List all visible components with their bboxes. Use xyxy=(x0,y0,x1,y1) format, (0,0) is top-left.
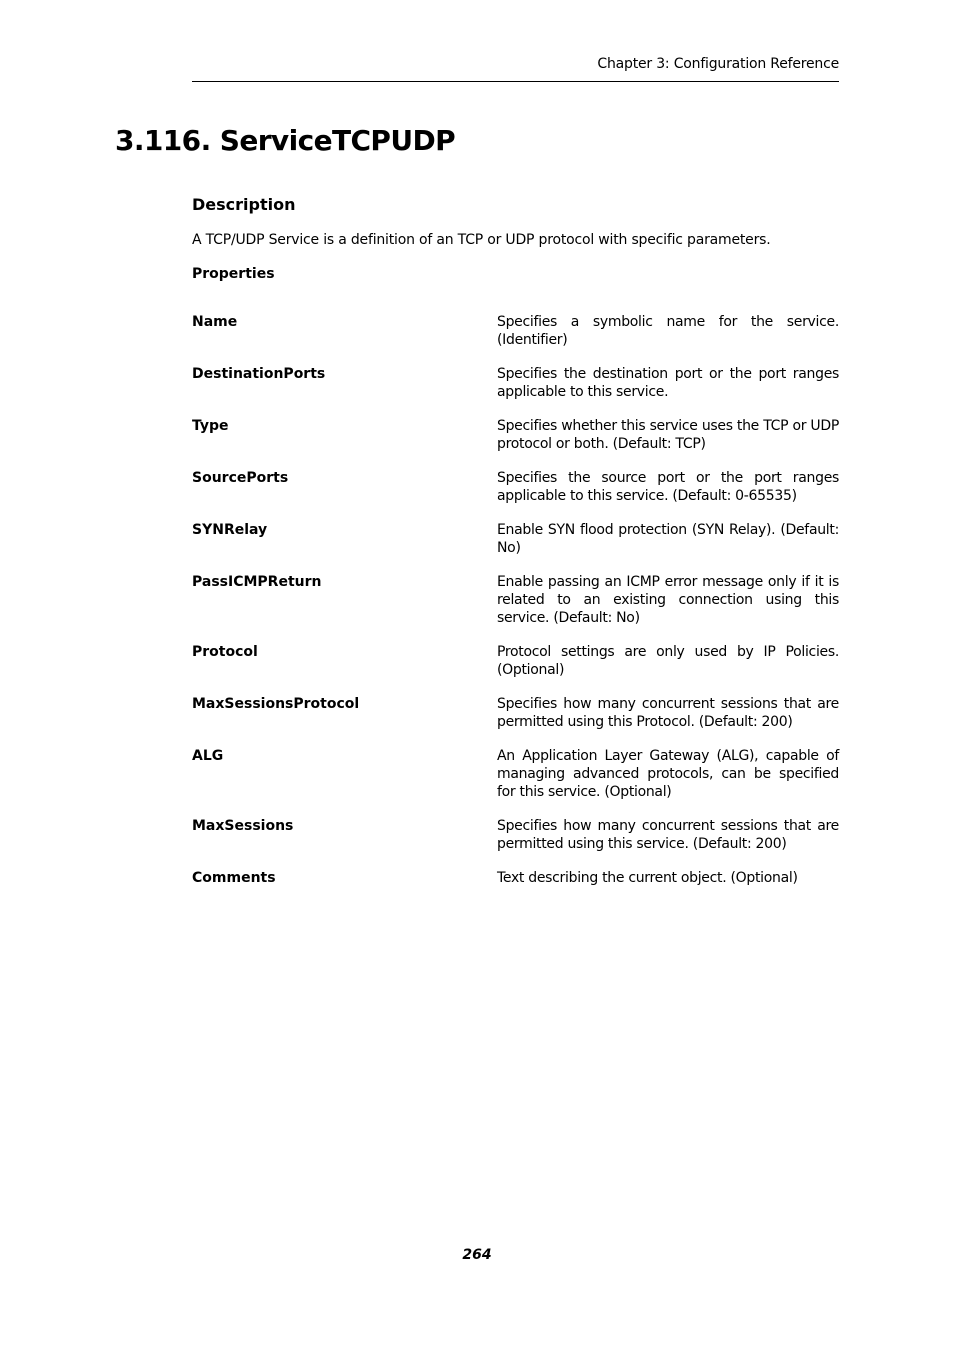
property-row xyxy=(192,469,839,505)
property-name: MaxSessionsProtocol xyxy=(192,696,360,712)
properties-table xyxy=(192,313,839,903)
property-row xyxy=(192,747,839,801)
property-description: Enable SYN flood protection (SYN Relay). (Default: No) xyxy=(497,522,839,556)
property-description: Specifies how many concurrent sessions that are permitted using this Protocol. (Default: 200) xyxy=(497,696,839,730)
page-title: 3.116. ServiceTCPUDP xyxy=(115,124,456,157)
property-name: Type xyxy=(192,418,229,434)
description-heading: Description xyxy=(192,195,296,214)
property-description: Specifies the source port or the port ranges applicable to this service. (Default: 0-65535) xyxy=(497,470,839,504)
property-row xyxy=(192,521,839,557)
property-row xyxy=(192,643,839,679)
property-name: Protocol xyxy=(192,644,258,660)
property-name: PassICMPReturn xyxy=(192,574,322,590)
property-row xyxy=(192,573,839,627)
page-header xyxy=(192,55,839,82)
property-name: DestinationPorts xyxy=(192,366,326,382)
property-name: Name xyxy=(192,314,238,330)
property-description: Specifies a symbolic name for the service. (Identifier) xyxy=(497,314,839,348)
property-description: Protocol settings are only used by IP Policies. (Optional) xyxy=(497,644,839,678)
property-description: Text describing the current object. (Optional) xyxy=(497,870,798,886)
property-description: Specifies whether this service uses the TCP or UDP protocol or both. (Default: TCP) xyxy=(497,418,839,452)
description-text: A TCP/UDP Service is a definition of an TCP or UDP protocol with specific parameters. xyxy=(192,232,771,248)
property-row xyxy=(192,365,839,401)
property-description: Specifies the destination port or the port ranges applicable to this service. xyxy=(497,366,839,400)
property-row xyxy=(192,869,839,887)
property-row xyxy=(192,817,839,853)
property-description: Specifies how many concurrent sessions that are permitted using this service. (Default: 200) xyxy=(497,818,839,852)
properties-heading: Properties xyxy=(192,266,275,282)
property-description: An Application Layer Gateway (ALG), capable of managing advanced protocols, can be specified for this service. (Optional) xyxy=(497,748,839,800)
property-row xyxy=(192,313,839,349)
property-row xyxy=(192,695,839,731)
property-name: MaxSessions xyxy=(192,818,294,834)
property-name: Comments xyxy=(192,870,276,886)
page-number: 264 xyxy=(462,1247,492,1263)
property-name: SourcePorts xyxy=(192,470,289,486)
property-name: SYNRelay xyxy=(192,522,268,538)
property-description: Enable passing an ICMP error message only if it is related to an existing connection using this service. (Default: No) xyxy=(497,574,839,626)
chapter-title: Chapter 3: Configuration Reference xyxy=(597,56,839,72)
property-row xyxy=(192,417,839,453)
property-name: ALG xyxy=(192,748,224,764)
